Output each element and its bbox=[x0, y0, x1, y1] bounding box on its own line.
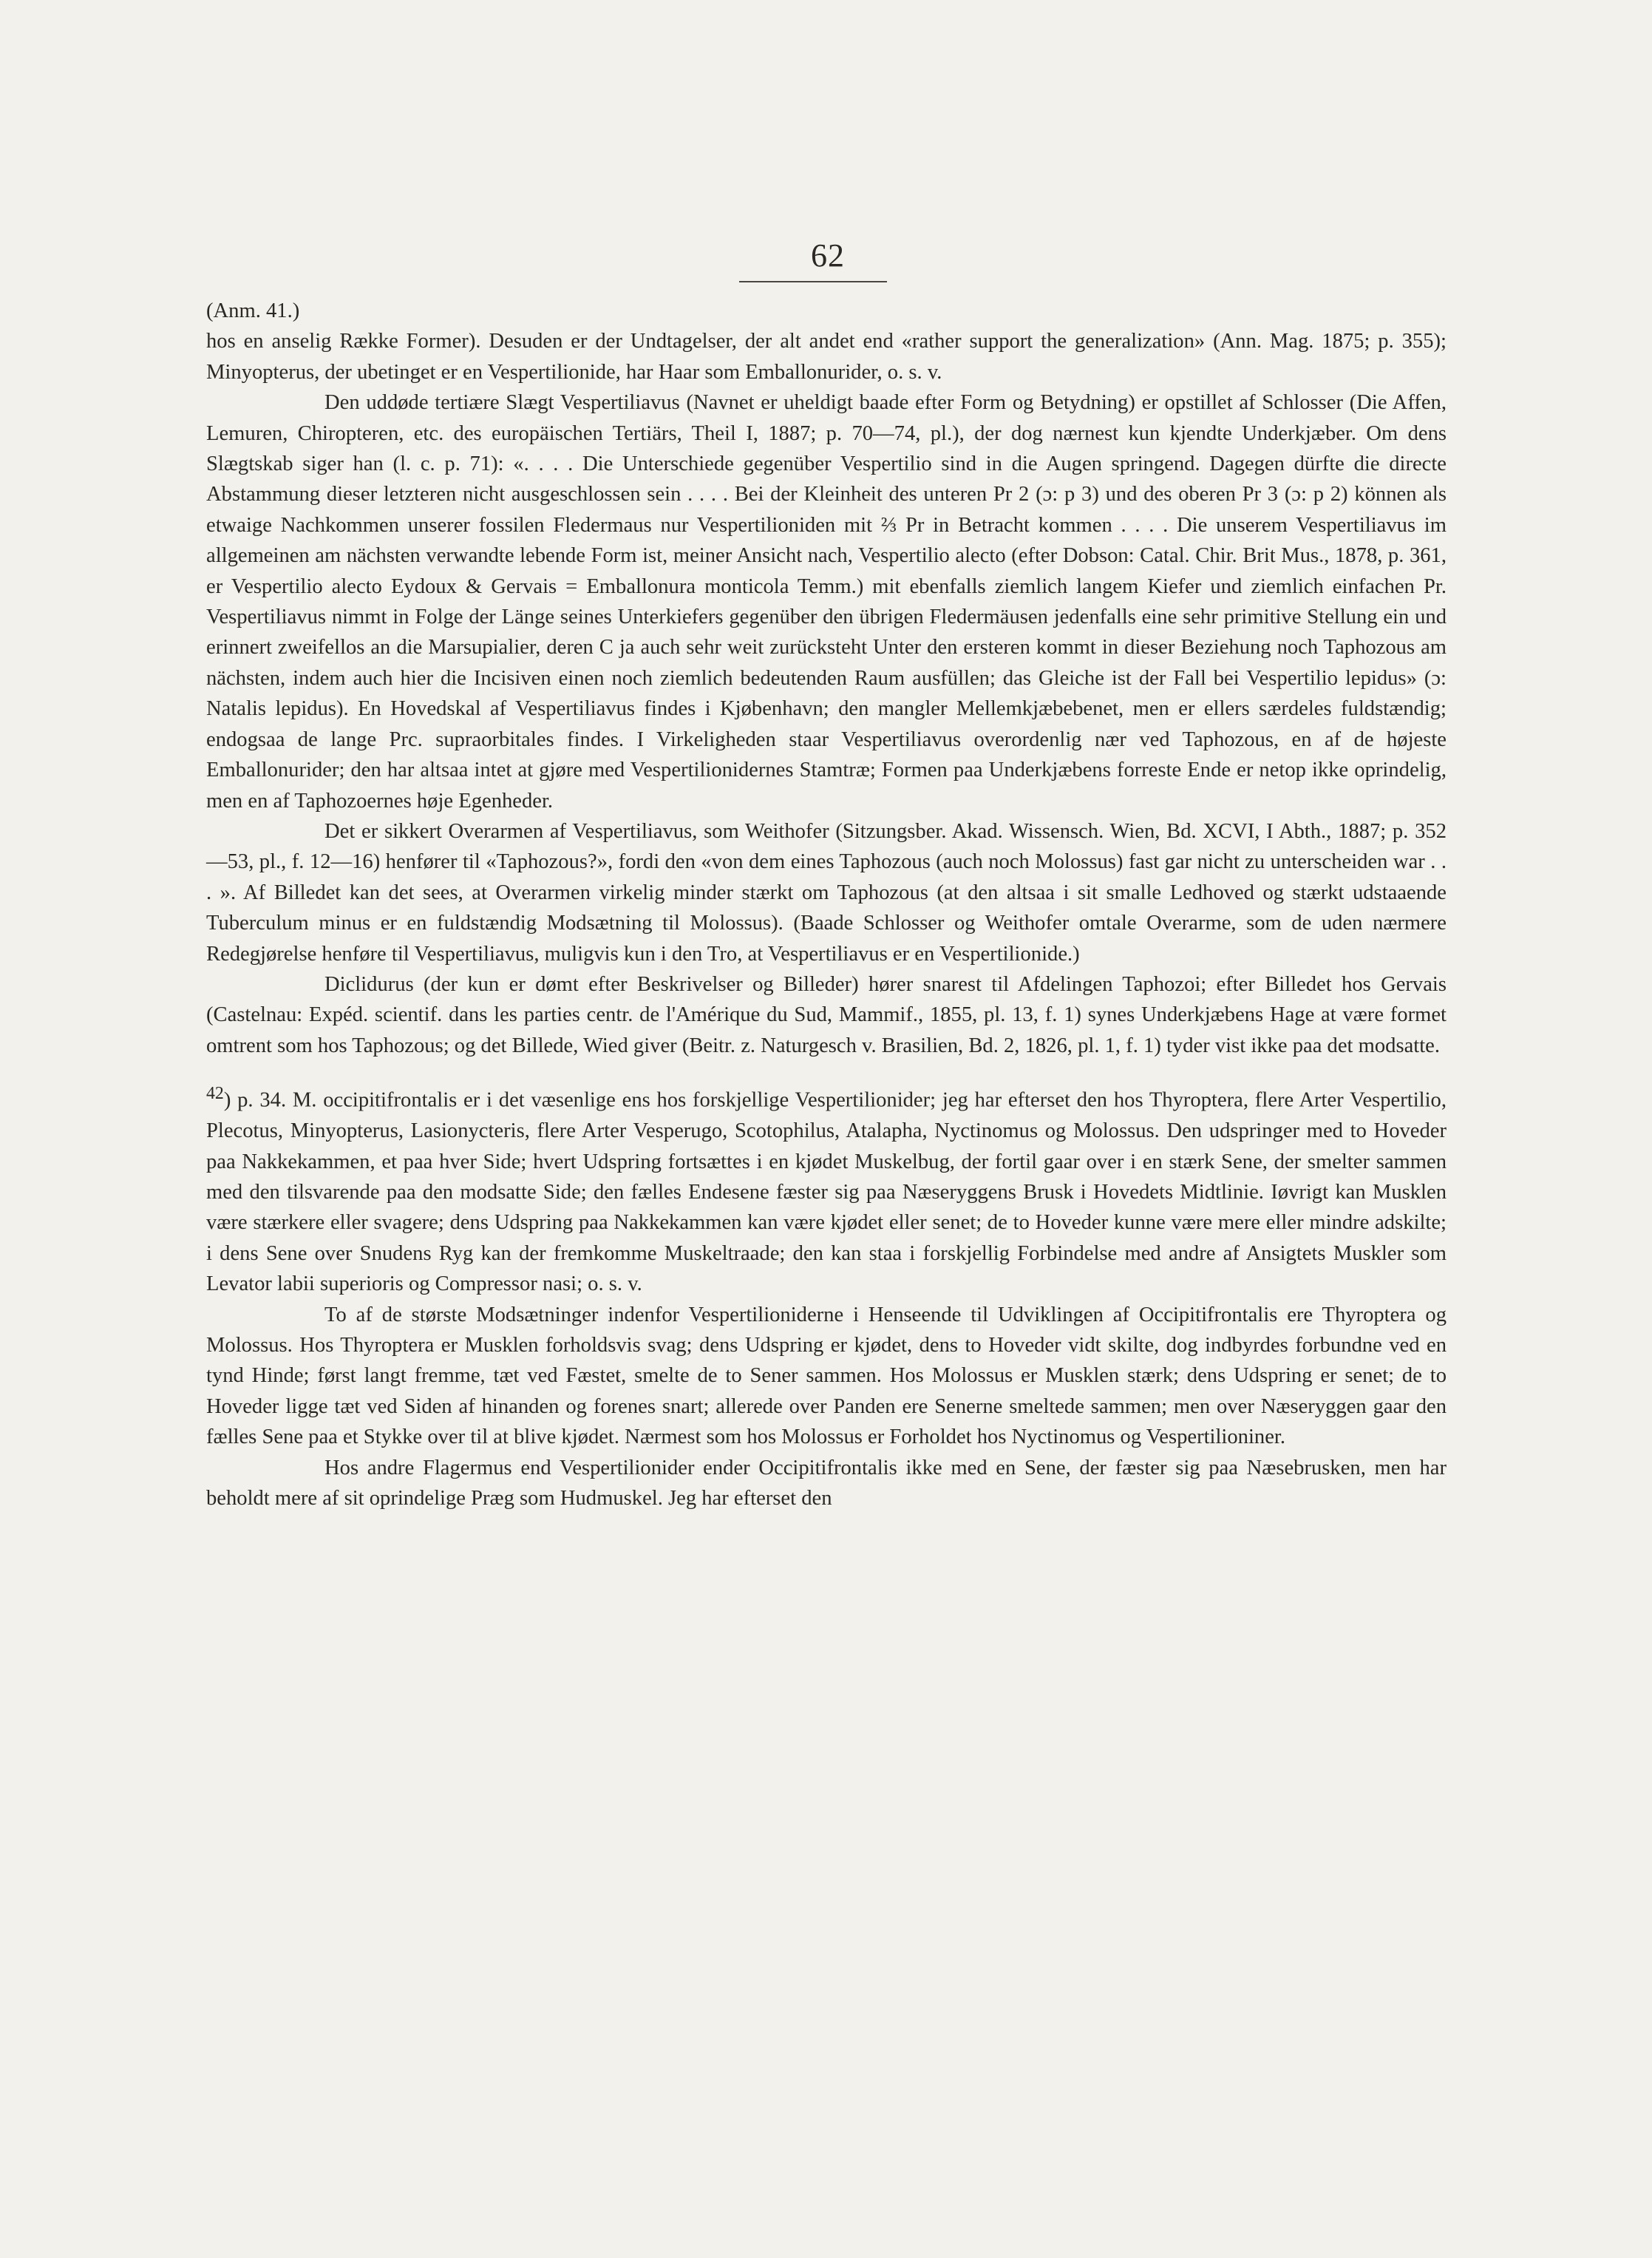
paragraph-diclidurus: Diclidurus (der kun er dømt efter Beskrivelser og Billeder) hører snarest til Afdelingen Taphozoi; efter Billedet hos Gervais (Castelnau: Expéd. scientif. dans les parties centr. de l'Amérique du Sud, Mammif., 1855, pl. 13, f. 1) synes Underkjæbens Hage at være formet omtrent som hos Taphozous; og det Billede, Wied giver (Beitr. z. Naturgesch v. Brasilien, Bd. 2, 1826, pl. 1, f. 1) tyder vist ikke paa det modsatte. bbox=[206, 972, 1447, 1057]
page-number-rule bbox=[739, 281, 887, 282]
footnote-ref-anm-41: (Anm. 41.) bbox=[206, 299, 300, 322]
footnote-42 bbox=[206, 1079, 1447, 1299]
page-number: 62 bbox=[811, 237, 845, 274]
footnote-42-marker: 42 bbox=[206, 1084, 224, 1104]
paragraph-overarm: Det er sikkert Overarmen af Vespertiliavus, som Weithofer (Sitzungsber. Akad. Wissensch. Wien, Bd. XCVI, I Abth., 1887; p. 352—53, pl., f. 12—16) henfører til «Taphozous?», fordi den «von dem eines Taphozous (auch noch Molossus) fast gar nicht zu unterscheiden war . . . ». Af Billedet kan det sees, at Overarmen virkelig minder stærkt om Taphozous (at den altsaa i sit smalle Ledhoved og stærkt udstaaende Tuberculum minus er en fuldstændig Modsætning til Molossus). (Baade Schlosser og Weithofer omtale Overarme, som de uden nærmere Redegjørelse henføre til Vespertiliavus, muligvis kun i den Tro, at Vespertiliavus er en Vespertilionide.) bbox=[206, 819, 1447, 966]
paragraph-andre-flagermus: Hos andre Flagermus end Vespertilionider ender Occipitifrontalis ikke med en Sene, der fæster sig paa Næsebrusken, men har beholdt mere af sit oprindelige Præg som Hudmuskel. Jeg har efterset den bbox=[206, 1456, 1447, 1510]
page-body bbox=[206, 296, 1447, 1513]
paragraph-vespertiliavus: Den uddøde tertiære Slægt Vespertiliavus (Navnet er uheldigt baade efter Form og Betydning) er opstillet af Schlosser (Die Affen, Lemuren, Chiropteren, etc. des europäischen Tertiärs, Theil I, 1887; p. 70—74, pl.), der dog nærnest kun kjendte Underkjæber. Om dens Slægtskab siger han (l. c. p. 71): «. . . . Die Unterschiede gegenüber Vespertilio sind in die Augen springend. Dagegen dürfte die directe Abstammung dieser letzteren nicht ausgeschlossen sein . . . . Bei der Kleinheit des unteren Pr 2 (ɔ: p 3) und des oberen Pr 3 (ɔ: p 2) können als etwaige Nachkommen unserer fossilen Fledermaus nur Vespertilioniden mit ⅔ Pr in Betracht kommen . . . . Die unserem Vespertiliavus im allgemeinen am nächsten verwandte lebende Form ist, meiner Ansicht nach, Vespertilio alecto (efter Dobson: Catal. Chir. Brit Mus., 1878, p. 361, er Vespertilio alecto Eydoux & Gervais = Emballonura monticola Temm.) mit ebenfalls ziemlich langem Kiefer und ziemlich einfachen Pr. Vespertiliavus nimmt in Folge der Länge seines Unterkiefers gegenüber den übrigen Fledermäusen jedenfalls eine sehr primitive Stellung ein und erinnert zweifellos an die Marsupialier, deren C ja auch sehr weit zurücksteht Unter den ersteren kommt in dieser Beziehung noch Taphozous am nächsten, indem auch hier die Incisiven einen noch ziemlich bedeutenden Raum ausfüllen; das Gleiche ist der Fall bei Vespertilio lepidus» (ɔ: Natalis lepidus). En Hovedskal af Vespertiliavus findes i Kjøbenhavn; den mangler Mellemkjæbebenet, men er ellers særdeles fuldstændig; endogsaa de lange Prc. supraorbitales findes. I Virkeligheden staar Vespertiliavus overordenlig nær ved Taphozous, en af de højeste Emballonurider; den har altsaa intet at gjøre med Vespertilionidernes Stamtræ; Formen paa Underkjæbens forreste Ende er netop ikke oprindelig, men en af Taphozoernes høje Egenheder. bbox=[206, 391, 1447, 813]
paragraph-continuation: hos en anselig Række Former). Desuden er der Undtagelser, der alt andet end «rather support the generalization» (Ann. Mag. 1875; p. 355); Minyopterus, der ubetinget er en Vespertilionide, har Haar som Emballonurider, o. s. v. bbox=[206, 330, 1447, 384]
footnote-42-text: ) p. 34. M. occipitifrontalis er i det væsenlige ens hos forskjellige Vespertilionider; jeg har efterset den hos Thyroptera, flere Arter Vespertilio, Plecotus, Minyopterus, Lasionycteris, flere Arter Vesperugo, Scotophilus, Atalapha, Nyctinomus og Molossus. Den udspringer med to Hoveder paa Nakkekammen, et paa hver Side; hvert Udspring fortsættes i en kjødet Muskelbug, der fortil gaar over i en stærk Sene, der smelter sammen med den tilsvarende paa den modsatte Side; den fælles Endesene fæster sig paa Næseryggens Brusk i Hovedets Midtlinie. Iøvrigt kan Musklen være stærkere eller svagere; dens Udspring paa Nakkekammen kan være kjødet eller senet; de to Hoveder kunne være mere eller mindre adskilte; i dens Sene over Snudens Ryg kan der fremkomme Muskeltraade; den kan staa i forskjellig Forbindelse med andre af Ansigtets Muskler som Levator labii superioris og Compressor nasi; o. s. v. bbox=[206, 1088, 1447, 1296]
paragraph-modsaetninger: To af de største Modsætninger indenfor Vespertilioniderne i Henseende til Udviklingen af Occipitifrontalis ere Thyroptera og Molossus. Hos Thyroptera er Musklen forholdsvis svag; dens Udspring er kjødet, dens to Hoveder vidt skilte, dog indbyrdes forbundne ved en tynd Hinde; først langt fremme, tæt ved Fæstet, smelte de to Sener sammen. Hos Molossus er Musklen stærk; dens Udspring er senet; de to Hoveder ligge tæt ved Siden af hinanden og forenes snart; allerede over Panden ere Senerne smeltede sammen; men over Næseryggen gaar den fælles Sene paa et Stykke over til at blive kjødet. Nærmest som hos Molossus er Forholdet hos Nyctinomus og Vespertilioniner. bbox=[206, 1303, 1447, 1449]
